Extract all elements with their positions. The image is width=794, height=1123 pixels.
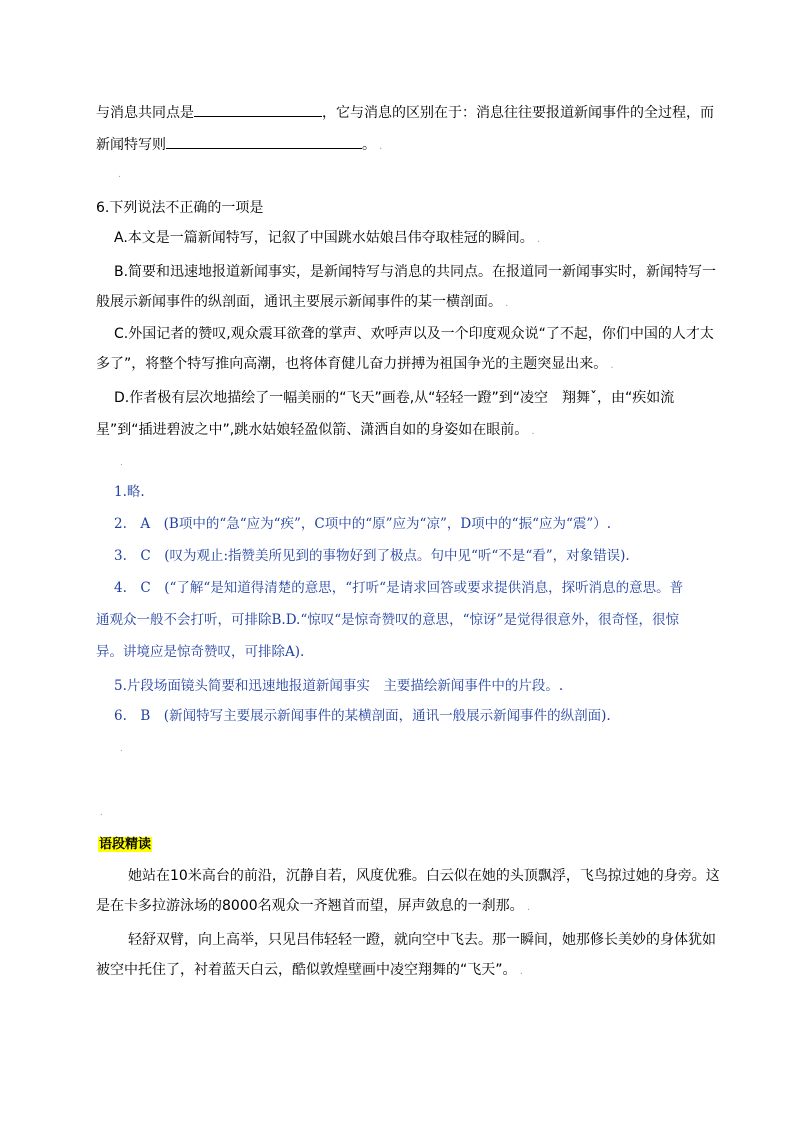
option-b-line-1: B.简要和迅速地报道新闻事实，是新闻特写与消息的共同点。在报道同一新闻事实时，新闻特写一: [114, 264, 717, 280]
intro-line-2: 新闻特写则 。 .: [96, 134, 382, 157]
answer-2: 2. A (B项中的“急“应为“疾”，C项中的“原”应为“凉”，D项中的“振“应为“震”）.: [114, 516, 612, 532]
fill-blank-1: [194, 102, 322, 117]
option-c-line-1: C.外国记者的赞叹,观众震耳欲聋的掌声、欢呼声以及一个印度观众说“了不起，你们中国的人才太: [114, 326, 714, 342]
fill-blank-2: [166, 134, 362, 149]
answer-4-line-2: 通观众一般不会打听，可排除B.D.“惊叹“是惊奇赞叹的意思，“惊讶”是觉得很意外，很奇怪，很惊: [96, 612, 679, 628]
paragraph-mark: .: [120, 744, 123, 754]
answer-4-line-1: 4. C (“了解“是知道得清楚的意思，“打听“是请求回答或要求提供消息，探听消息的意思。普: [114, 580, 684, 596]
reading-p2-line-2: 被空中托住了，衬着蓝天白云，酷似敦煌壁画中凌空翔舞的“飞天”。 .: [96, 962, 523, 978]
option-d-line-1: D.作者极有层次地描绘了一幅美丽的“飞天”画卷,从“轻轻一蹬”到“凌空 翔舞ˇ，由“疾如流: [114, 390, 675, 406]
question-title: 6.下列说法不正确的一项是: [96, 200, 264, 216]
reading-p1-line-1: 她站在10米高台的前沿，沉静自若，风度优雅。白云似在她的头顶飘浮，飞鸟掠过她的身旁。这: [128, 868, 720, 884]
section-heading: [98, 834, 152, 855]
intro-text: ，它与消息的区别在于：消息往往要报道新闻事件的全过程，而: [322, 105, 714, 121]
intro-text: 。: [362, 137, 376, 153]
intro-line-1: [96, 102, 714, 123]
option-b-line-2: 般展示新闻事件的纵剖面，通讯主要展示新闻事件的某一横剖面。 .: [96, 294, 509, 310]
reading-p2-line-1: 轻舒双臂，向上高举，只见吕伟轻轻一蹬，就向空中飞去。那一瞬间，她那修长美妙的身体犹如: [128, 932, 716, 948]
paragraph-mark: .: [120, 458, 123, 468]
answer-5: 5.片段场面镜头简要和迅速地报道新闻事实 主要描绘新闻事件中的片段。.: [114, 678, 564, 694]
answer-4-line-3: 异。讲境应是惊奇赞叹，可排除A).: [96, 644, 305, 660]
option-a: A.本文是一篇新闻特写，记叙了中国跳水姑娘吕伟夺取桂冠的瞬间。 .: [114, 230, 541, 246]
answer-1: 1.略.: [114, 484, 145, 500]
answer-3: 3. C (叹为观止:指赞美所见到的事物好到了极点。句中见“听“不是“看”，对象错误).: [114, 548, 630, 564]
intro-text: 新闻特写则: [96, 137, 166, 153]
reading-p1-line-2: 是在卡多拉游泳场的8000名观众一齐翘首而望，屏声敛息的一刹那。 .: [96, 898, 530, 914]
paragraph-mark: .: [118, 170, 121, 180]
intro-text: 与消息共同点是: [96, 105, 194, 121]
option-d-line-2: 星”到“插进碧波之中”,跳水姑娘轻盈似箭、潇洒自如的身姿如在眼前。 .: [96, 422, 535, 438]
paragraph-mark: .: [100, 808, 103, 818]
option-c-line-2: 多了”，将整个特写推向高潮，也将体育健儿奋力拼搏为祖国争光的主题突显出来。 .: [96, 356, 614, 372]
highlighted-heading: 语段精读: [99, 837, 152, 852]
answer-6: 6. B (新闻特写主要展示新闻事件的某横剖面，通讯一般展示新闻事件的纵剖面).: [114, 708, 611, 724]
